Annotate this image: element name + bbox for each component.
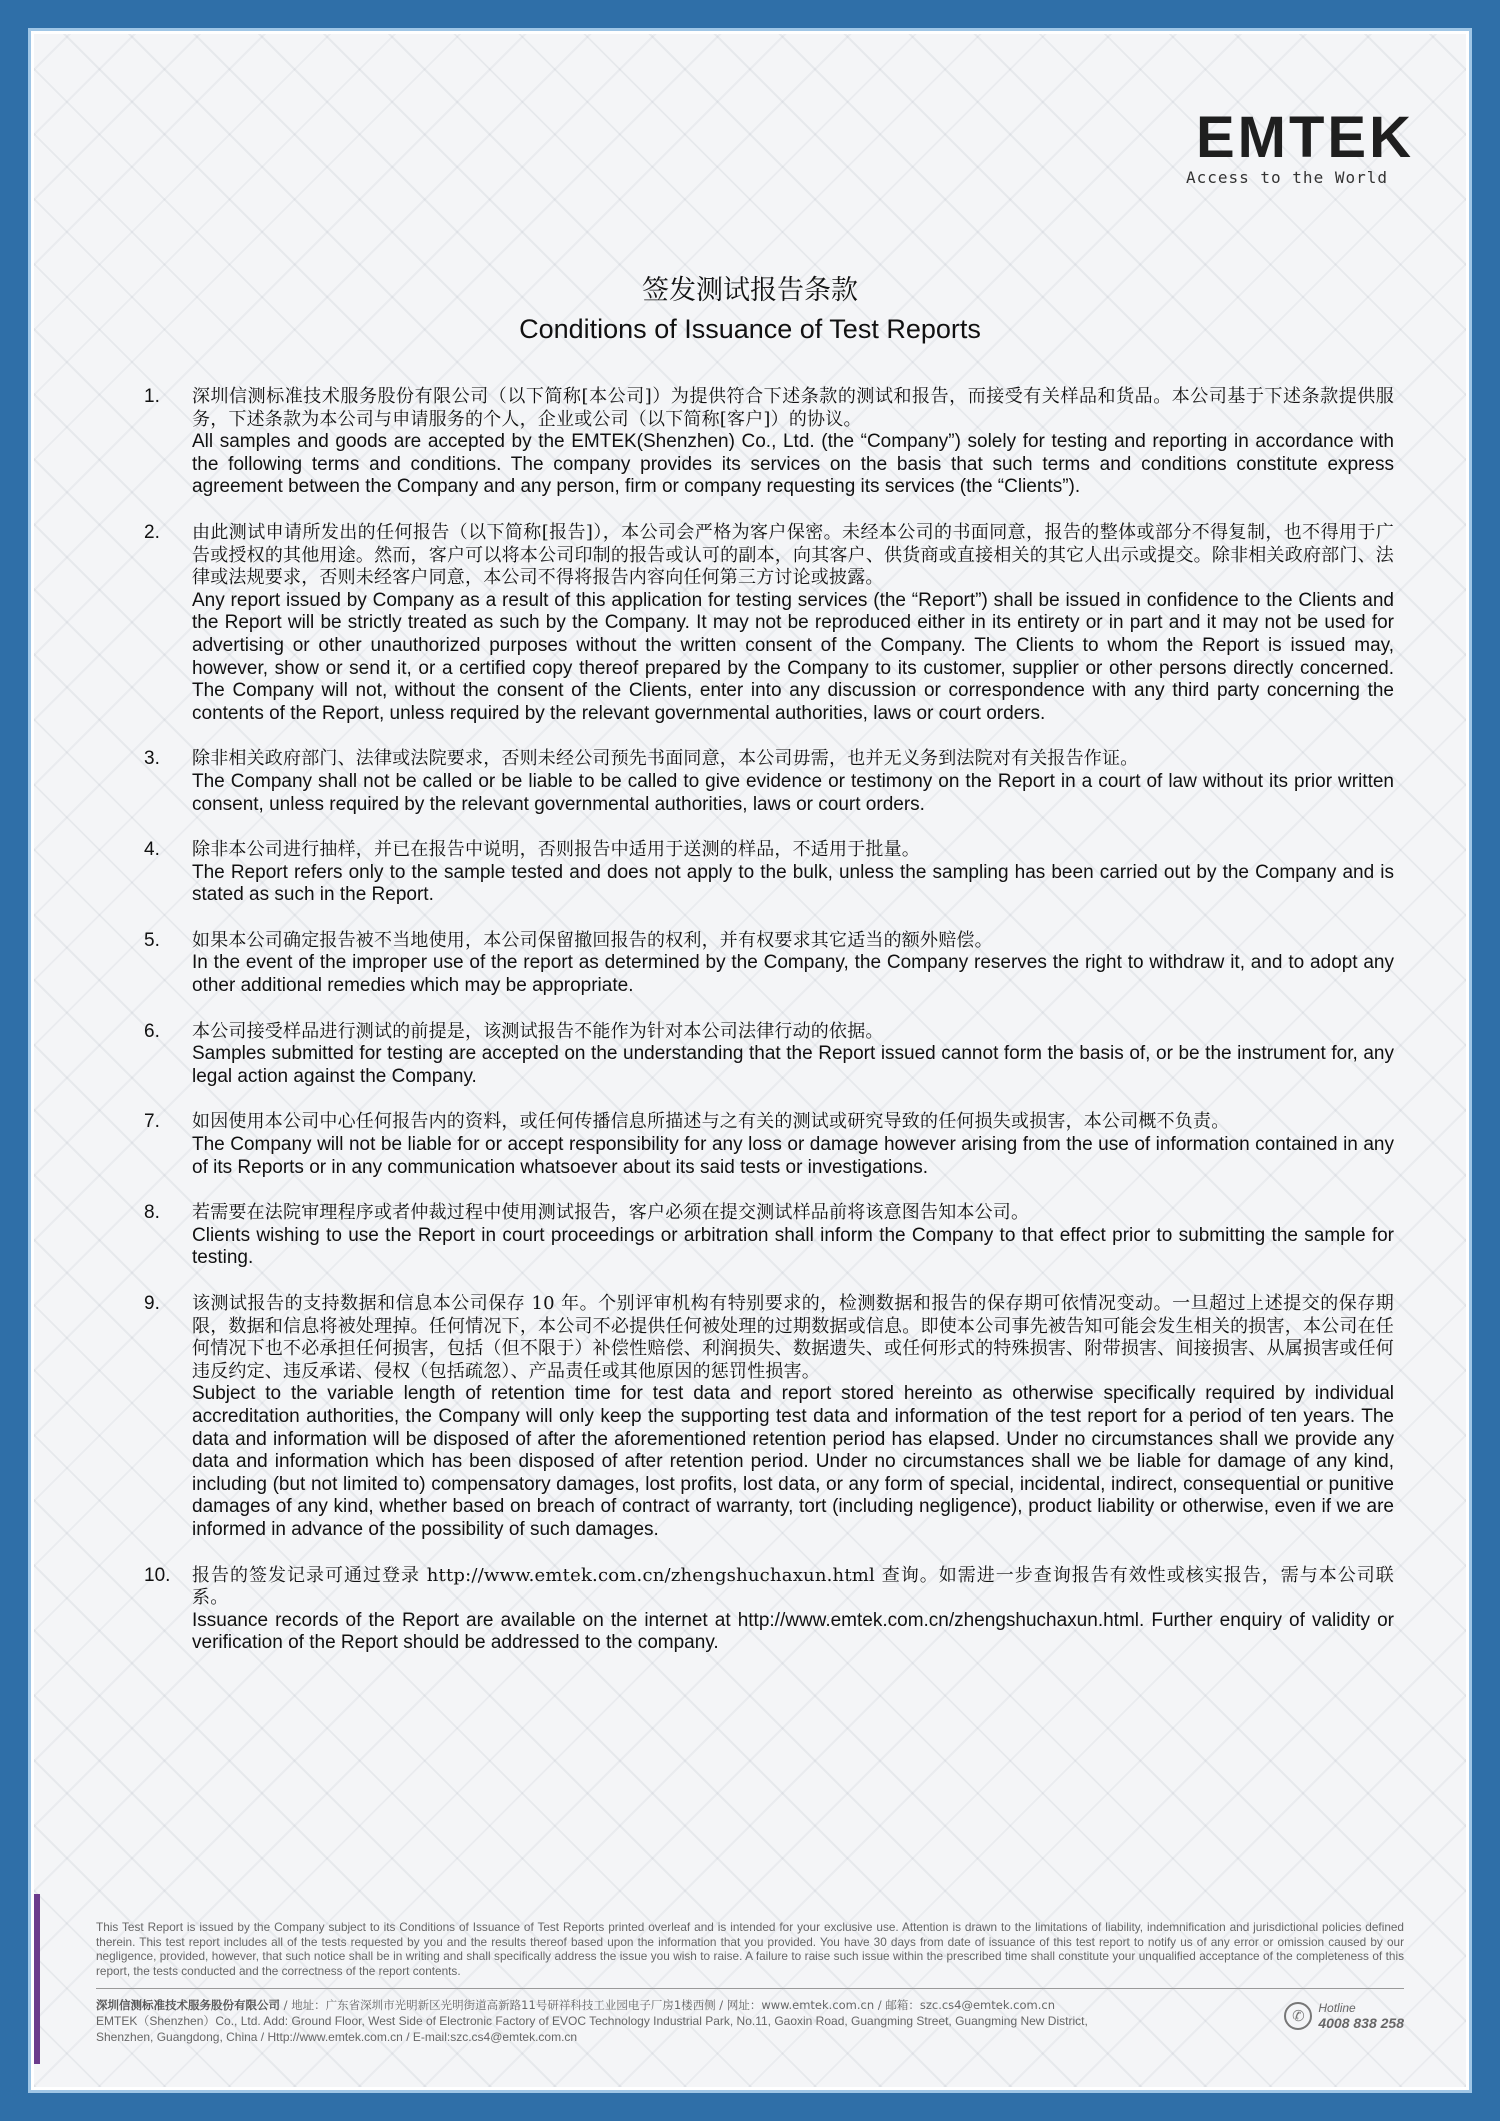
- contact-line-en: [96, 2013, 1088, 2029]
- page-footer: [96, 1920, 1404, 2045]
- clause-text-en: All samples and goods are accepted by the EMTEK(Shenzhen) Co., Ltd. (the “Company”) solely for testing and reporting in accordance with the following terms and conditions. The company provides its services on the basis that such terms and conditions constitute express agreement between the Company and any person, firm or company requesting its services (the “Clients”).: [192, 431, 1394, 498]
- clause-text-en: Samples submitted for testing are accepted on the understanding that the Report issued cannot form the basis of, or be the instrument for, any legal action against the Company.: [192, 1043, 1394, 1087]
- document-sheet: [34, 34, 1466, 2087]
- clause-body: [192, 1293, 1394, 1542]
- logo-wordmark: EMTEK: [1196, 105, 1414, 170]
- clause-text-en: The Report refers only to the sample tested and does not apply to the bulk, unless the sampling has been carried out by the Company and is stated as such in the Report.: [192, 861, 1394, 906]
- document-title: [34, 272, 1466, 348]
- footer-contact-row: [96, 1997, 1404, 2045]
- hotline-text: [1318, 2001, 1404, 2031]
- website-en: Http://www.emtek.com.cn: [267, 2030, 403, 2045]
- clause-number: 5.: [144, 929, 160, 951]
- company-name-en: EMTEK（Shenzhen）Co., Ltd.: [96, 2014, 261, 2029]
- footer-contact: [96, 1997, 1088, 2045]
- clause-body: [192, 748, 1394, 816]
- clause-text-en: Any report issued by Company as a result of this application for testing services (the “Report”) shall be issued in confidence to the Clients and the Report will be strictly treated as such by the Company. It may not be reproduced either in its entirety or in part and it may not be used for advertising or other unauthorized purposes without the written consent of the Company. The Clients to whom the Report is issued may, however, show or send it, or a certified copy thereof prepared by the Company to its customer, supplier or other persons directly concerned. The Company will not, without the consent of the Clients, enter into any discussion or correspondence with any third party concerning the contents of the Report, unless required by the relevant governmental authorities, laws or court orders.: [192, 589, 1394, 724]
- clause-number: 6.: [144, 1020, 160, 1042]
- clause-item: [144, 386, 1394, 499]
- clause-text-zh: 如果本公司确定报告被不当地使用，本公司保留撤回报告的权利，并有权要求其它适当的额外赔偿。: [192, 929, 993, 951]
- clause-text-zh: 该测试报告的支持数据和信息本公司保存 10 年。个别评审机构有特别要求的，检测数据和报告的保存期可依情况变动。一旦超过上述提交的保存期限，数据和信息将被处理掉。任何情况下，本公司不必提供任何被处理的过期数据或信息。即使本公司事先被告知可能会发生相关的损害，本公司在任何情况下也不必承担任何损害，包括（但不限于）补偿性赔偿、利润损失、数据遗失、或任何形式的特殊损害、附带损害、间接损害、从属损害或任何违反约定、违反承诺、侵权（包括疏忽）、产品责任或其他原因的惩罚性损害。: [192, 1293, 1394, 1382]
- clause-number: 4.: [144, 839, 160, 861]
- clause-text-en: Clients wishing to use the Report in court proceedings or arbitration shall inform the Company to that effect prior to submitting the sample for testing.: [192, 1224, 1394, 1269]
- clause-list: [144, 386, 1394, 1678]
- clause-body: [192, 386, 1394, 499]
- clause-number: 7.: [144, 1111, 160, 1133]
- phone-icon: ✆: [1284, 2002, 1312, 2030]
- footer-divider: [96, 1988, 1404, 1989]
- clause-item: [144, 1111, 1394, 1179]
- company-name-zh: 深圳信测标准技术服务股份有限公司: [96, 1998, 280, 2013]
- clause-text-en: The Company will not be liable for or accept responsibility for any loss or damage however arising from the use of information contained in any of its Reports or in any communication whatsoever about its said tests or investigations.: [192, 1134, 1394, 1178]
- footer-disclaimer: This Test Report is issued by the Company subject to its Conditions of Issuance of Test Reports printed overleaf and is intended for your exclusive use. Attention is drawn to the limitations of liability, indemnification and jurisdictional policies defined therein. This test report includes all of the tests requested by you and the results thereof based upon the information that you provided. You have 30 days from date of issuance of this test report to notify us of any error or omission caused by our negligence, provided, however, that such notice shall be in writing and shall specifically address the issue you wish to raise. A failure to raise such issue within the prescribed time shall constitute your unqualified acceptance of the completeness of this report, the tests conducted and the correctness of the report contents.: [96, 1920, 1404, 1978]
- clause-item: [144, 1293, 1394, 1542]
- clause-text-zh: 深圳信测标准技术服务股份有限公司（以下简称[本公司]）为提供符合下述条款的测试和报告，而接受有关样品和货品。本公司基于下述条款提供服务，下述条款为本公司与申请服务的个人，企业或公司（以下简称[客户]）的协议。: [192, 386, 1394, 430]
- clause-item: [144, 839, 1394, 907]
- logo-tagline: Access to the World: [1185, 168, 1388, 187]
- clause-number: 1.: [144, 386, 160, 407]
- clause-text-en: In the event of the improper use of the report as determined by the Company, the Company reserves the right to withdraw it, and to adopt any other additional remedies which may be appropriate.: [192, 952, 1394, 997]
- clause-number: 8.: [144, 1202, 160, 1224]
- clause-text-en: Issuance records of the Report are available on the internet at http://www.emtek.com.cn/zhengshuchaxun.html. Further enquiry of validity or verification of the Report should be addressed to the company.: [192, 1609, 1394, 1654]
- clause-text-zh: 由此测试申请所发出的任何报告（以下简称[报告]），本公司会严格为客户保密。未经本公司的书面同意，报告的整体或部分不得复制，也不得用于广告或授权的其他用途。然而，客户可以将本公司印制的报告或认可的副本，向其客户、供货商或直接相关的其它人出示或提交。除非相关政府部门、法律或法规要求，否则未经客户同意，本公司不得将报告内容向任何第三方讨论或披露。: [192, 521, 1394, 589]
- clause-text-zh: 除非本公司进行抽样，并已在报告中说明，否则报告中适用于送测的样品，不适用于批量。: [192, 839, 920, 861]
- hotline-label: Hotline: [1318, 2001, 1356, 2016]
- city-en: Shenzhen, Guangdong, China: [96, 2030, 258, 2045]
- clause-number: 3.: [144, 748, 160, 770]
- clause-text-en: The Company shall not be called or be liable to be called to give evidence or testimony on the Report in a court of law without its prior written consent, unless required by the relevant governmental authorities, laws or court orders.: [192, 770, 1394, 815]
- address-en: Add: Ground Floor, West Side of Electronic Factory of EVOC Technology Industrial Park, No.11, Gaoxin Road, Guangming Street, Guangming New District,: [263, 2014, 1088, 2029]
- clause-body: [192, 930, 1394, 998]
- clause-text-zh: 本公司接受样品进行测试的前提是，该测试报告不能作为针对本公司法律行动的依据。: [192, 1020, 884, 1042]
- clause-text-en: Subject to the variable length of retention time for test data and report stored hereinto as otherwise specifically required by individual accreditation authorities, the Company will only keep the supporting test data and information of the test report for a period of ten years. The data and information will be disposed of after the aforementioned retention period has elapsed. Under no circumstances shall we provide any data and information which has been disposed of after retention period. Under no circumstances shall we be liable for damage of any kind, including (but not limited to) compensatory damages, lost profits, lost data, or any form of special, incidental, indirect, consequential or punitive damages of any kind, whether based on breach of contract of warranty, tort (including negligence), product liability or otherwise, even if we are informed in advance of the possibility of such damages.: [192, 1383, 1394, 1540]
- website-zh: 网址：www.emtek.com.cn: [726, 1998, 875, 2013]
- hotline: [1284, 2001, 1404, 2031]
- clause-item: [144, 1021, 1394, 1089]
- clause-text-zh: 若需要在法院审理程序或者仲裁过程中使用测试报告，客户必须在提交测试样品前将该意图告知本公司。: [192, 1202, 1030, 1224]
- clause-body: [192, 1565, 1394, 1655]
- title-english: Conditions of Issuance of Test Reports: [519, 314, 981, 344]
- contact-line-city: Shenzhen, Guangdong, China / Http://www.emtek.com.cn / E-mail:szc.cs4@emtek.com.cn: [96, 2030, 578, 2045]
- clause-item: [144, 522, 1394, 725]
- clause-number: 2.: [144, 521, 160, 543]
- clause-body: [192, 522, 1394, 725]
- clause-body: [192, 839, 1394, 907]
- clause-body: [192, 1111, 1394, 1179]
- clause-body: [192, 1202, 1394, 1270]
- emtek-logo: [1114, 106, 1414, 187]
- address-zh: 地址：广东省深圳市光明新区光明街道高新路11号研祥科技工业园电子厂房1楼西侧: [291, 1998, 716, 2013]
- clause-item: [144, 930, 1394, 998]
- clause-item: [144, 1565, 1394, 1655]
- clause-item: [144, 1202, 1394, 1270]
- clause-text-zh: 如因使用本公司中心任何报告内的资料，或任何传播信息所描述与之有关的测试或研究导致的任何损失或损害，本公司概不负责。: [192, 1111, 1230, 1133]
- clause-body: [192, 1021, 1394, 1089]
- clause-text-zh: 除非相关政府部门、法律或法院要求，否则未经公司预先书面同意，本公司毋需，也并无义务到法院对有关报告作证。: [192, 748, 1139, 770]
- clause-text-zh: 报告的签发记录可通过登录 http://www.emtek.com.cn/zhengshuchaxun.html 查询。如需进一步查询报告有效性或核实报告，需与本公司联系。: [192, 1564, 1394, 1609]
- clause-item: [144, 748, 1394, 816]
- email-en: E-mail:szc.cs4@emtek.com.cn: [412, 2030, 578, 2045]
- clause-number: 9.: [144, 1293, 160, 1314]
- title-chinese: 签发测试报告条款: [642, 275, 858, 306]
- side-marker: [34, 1894, 40, 2064]
- email-zh: 邮箱：szc.cs4@emtek.com.cn: [885, 1998, 1055, 2013]
- clause-number: 10.: [144, 1564, 171, 1586]
- contact-line-zh: 深圳信测标准技术服务股份有限公司 / 地址：广东省深圳市光明新区光明街道高新路11号研祥科技工业园电子厂房1楼西侧 / 网址：www.emtek.com.cn / 邮箱：szc.cs4@emtek.com.cn: [96, 1998, 1055, 2013]
- hotline-number: 4008 838 258: [1318, 2015, 1404, 2032]
